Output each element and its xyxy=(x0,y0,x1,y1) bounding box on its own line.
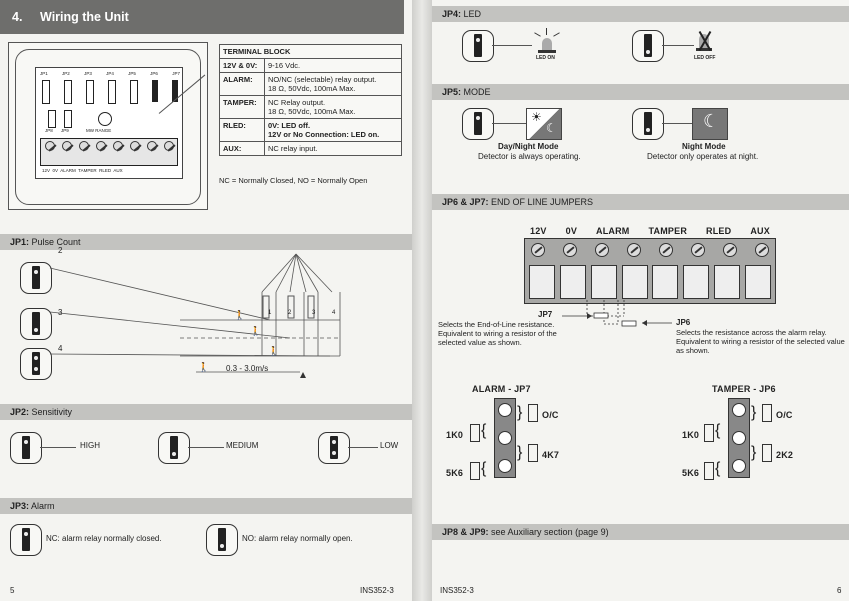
terminal-screw xyxy=(113,141,123,151)
pulse-zones-graphic xyxy=(0,252,412,392)
day-night-title: Day/Night Mode xyxy=(498,142,559,151)
terminal-12v: 12V xyxy=(530,226,547,236)
terminal-socket xyxy=(591,265,617,299)
tamper-2k2: 2K2 xyxy=(776,450,794,460)
connector-line xyxy=(492,45,532,46)
jumper-label-jp6: JP6 xyxy=(150,71,158,76)
jp67-header-label: JP6 & JP7: xyxy=(442,197,489,207)
jp5-header xyxy=(432,84,849,100)
table-row xyxy=(220,96,402,119)
terminal-labels xyxy=(530,226,770,236)
screw-row xyxy=(531,243,769,257)
table-row xyxy=(220,119,402,142)
row-line1: 9-16 Vdc. xyxy=(268,61,301,70)
brace-icon: } xyxy=(517,404,523,421)
tamper-oc: O/C xyxy=(776,410,793,420)
section-number: 4. xyxy=(12,10,23,24)
jumper-label-jp7: JP7 xyxy=(172,71,180,76)
terminal-screw xyxy=(96,141,106,151)
tamper-jp6-jumper xyxy=(728,398,750,478)
brace-icon: } xyxy=(751,404,757,421)
terminal-screw xyxy=(627,243,641,257)
brace-icon: } xyxy=(751,444,757,461)
jp3-header-label: JP3: xyxy=(10,501,30,511)
jumper-led-on xyxy=(462,30,494,62)
jp4-header-text: LED xyxy=(461,9,482,19)
row-key: TAMPER: xyxy=(220,96,265,119)
pcb-jumper xyxy=(130,80,138,104)
jp7-description: Selects the End-of-Line resistance. Equivalent to wiring a resistor of the selected value as shown. xyxy=(438,320,557,347)
book-gutter xyxy=(412,0,432,601)
pulse-count-4: 4 xyxy=(58,344,63,353)
section-title: Wiring the Unit xyxy=(40,10,129,24)
pulse-count-3: 3 xyxy=(58,308,63,317)
pcb-jp9 xyxy=(64,110,72,128)
alarm-5k6: 5K6 xyxy=(446,468,464,478)
tamper-5k6: 5K6 xyxy=(682,468,700,478)
section-title-bar xyxy=(0,0,404,34)
pcb-jumper xyxy=(42,80,50,104)
terminal-screw xyxy=(147,141,157,151)
terminal-screw xyxy=(563,243,577,257)
led-off-label: LED OFF xyxy=(694,55,716,61)
table-row xyxy=(220,142,402,156)
brace-icon: { xyxy=(715,422,721,439)
jumper-sensitivity-low xyxy=(318,432,350,464)
row-line2: 18 Ω, 50Vdc, 100mA Max. xyxy=(268,84,356,93)
marker-1: 1 xyxy=(268,310,272,316)
jp3-header xyxy=(0,498,412,514)
connector-line xyxy=(492,123,526,124)
jp5-header-text: MODE xyxy=(461,87,491,97)
connector-line xyxy=(662,123,692,124)
sensitivity-high: HIGH xyxy=(80,441,100,450)
marker-4: 4 xyxy=(332,310,336,316)
terminal-screw xyxy=(659,243,673,257)
marker-2: 2 xyxy=(288,310,292,316)
terminal-screw xyxy=(79,141,89,151)
terminal-socket xyxy=(745,265,771,299)
alarm-4k7: 4K7 xyxy=(542,450,560,460)
alarm-jp7-jumper xyxy=(494,398,516,478)
svg-text:🚶: 🚶 xyxy=(198,362,210,372)
terminal-block-note: NC = Normally Closed, NO = Normally Open xyxy=(219,176,368,185)
terminal-socket xyxy=(683,265,709,299)
connector-line xyxy=(662,45,694,46)
sensitivity-low: LOW xyxy=(380,441,399,450)
terminal-block-title: TERMINAL BLOCK xyxy=(220,45,402,59)
jumper-label-row xyxy=(40,71,180,79)
row-line1: NC Relay output. xyxy=(268,98,326,107)
night-icon: ☾ xyxy=(692,108,728,140)
terminal-socket xyxy=(652,265,678,299)
night-title: Night Mode xyxy=(682,142,726,151)
lamp-off-icon xyxy=(694,28,716,56)
terminal-socket xyxy=(622,265,648,299)
jp67-header-text: END OF LINE JUMPERS xyxy=(488,197,594,207)
pcb xyxy=(35,67,183,179)
jumper-cap-icon xyxy=(704,462,714,480)
jp3-header-text: Alarm xyxy=(29,501,55,511)
jumper-cap-icon xyxy=(528,444,538,462)
left-page xyxy=(0,0,412,601)
jp4-header-label: JP4: xyxy=(442,9,462,19)
jumper-cap-icon xyxy=(470,424,480,442)
jp6-label: JP6 xyxy=(676,318,691,327)
row-value xyxy=(265,59,402,73)
connector-line xyxy=(40,447,76,448)
pcb-jumper-row xyxy=(42,80,178,104)
led-on-label: LED ON xyxy=(536,55,555,61)
svg-text:🚶: 🚶 xyxy=(250,326,262,336)
connector-line xyxy=(348,447,378,448)
jumper-label-jp4: JP4 xyxy=(106,71,114,76)
terminal-screw xyxy=(164,141,174,151)
terminal-screw xyxy=(62,141,72,151)
row-key: ALARM: xyxy=(220,73,265,96)
jumper-cap-icon xyxy=(762,444,772,462)
row-key: AUX: xyxy=(220,142,265,156)
terminal-block xyxy=(524,238,776,304)
terminal-screw xyxy=(691,243,705,257)
alarm-oc: O/C xyxy=(542,410,559,420)
jp67-header xyxy=(432,194,849,210)
row-line2: 12V or No Connection: LED on. xyxy=(268,130,380,139)
terminal-0v: 0V xyxy=(565,226,578,236)
terminal-screw xyxy=(723,243,737,257)
jp2-header-label: JP2: xyxy=(10,407,30,417)
night-desc: Detector only operates at night. xyxy=(647,152,759,161)
terminal-alarm: ALARM xyxy=(596,226,630,236)
jp89-header-text: see Auxiliary section (page 9) xyxy=(488,527,609,537)
terminal-screw xyxy=(531,243,545,257)
jumper-sensitivity-medium xyxy=(158,432,190,464)
pcb-jumper xyxy=(152,80,158,102)
row-line1: NC relay input. xyxy=(268,144,318,153)
jp9-label: JP9 xyxy=(61,128,69,133)
jp2-header xyxy=(0,404,412,420)
pcb-terminal-labels: 12V 0V ALARM TAMPER RLED AUX xyxy=(42,168,123,173)
jumper-mode-night xyxy=(632,108,664,140)
jp8-label: JP8 xyxy=(45,128,53,133)
terminal-socket xyxy=(529,265,555,299)
pcb-terminal-block xyxy=(40,138,178,166)
terminal-aux: AUX xyxy=(750,226,770,236)
table-row xyxy=(220,59,402,73)
row-value xyxy=(265,73,402,96)
lamp-on-icon xyxy=(532,28,562,56)
jumper-label-jp5: JP5 xyxy=(128,71,136,76)
svg-text:🚶: 🚶 xyxy=(234,310,246,320)
alarm-1k0: 1K0 xyxy=(446,430,464,440)
row-value xyxy=(265,142,402,156)
brace-icon: } xyxy=(517,444,523,461)
pcb-jumper xyxy=(64,80,72,104)
table-row xyxy=(220,73,402,96)
row-line1: 0V: LED off. xyxy=(268,121,311,130)
terminal-screw xyxy=(45,141,55,151)
jp89-header-label: JP8 & JP9: xyxy=(442,527,489,537)
row-value xyxy=(265,96,402,119)
right-page xyxy=(432,0,849,601)
pulse-count-2: 2 xyxy=(58,246,63,255)
jp5-header-label: JP5: xyxy=(442,87,462,97)
jumper-label-jp1: JP1 xyxy=(40,71,48,76)
jumper-cap-icon xyxy=(704,424,714,442)
terminal-screw xyxy=(130,141,140,151)
day-night-icon: ☀ ☾ xyxy=(526,108,562,140)
marker-3: 3 xyxy=(312,310,316,316)
terminal-screw xyxy=(595,243,609,257)
board-diagram xyxy=(8,42,208,210)
pulse-count-diagram xyxy=(0,246,412,392)
row-value xyxy=(265,119,402,142)
jumper-alarm-nc xyxy=(10,524,42,556)
jumper-sensitivity-high xyxy=(10,432,42,464)
jp4-header xyxy=(432,6,849,22)
terminal-screw xyxy=(755,243,769,257)
jumper-cap-icon xyxy=(762,404,772,422)
connector-line xyxy=(188,447,224,448)
jp89-header xyxy=(432,524,849,540)
row-line1: NO/NC (selectable) relay output. xyxy=(268,75,377,84)
page-number: 5 xyxy=(10,586,15,595)
terminal-socket xyxy=(714,265,740,299)
tamper-jp6-title: TAMPER - JP6 xyxy=(712,384,776,394)
socket-row xyxy=(529,265,771,299)
alarm-nc-text: NC: alarm relay normally closed. xyxy=(46,534,162,543)
terminal-block-table xyxy=(219,44,402,156)
svg-text:🚶: 🚶 xyxy=(268,346,280,356)
alarm-jp7-title: ALARM - JP7 xyxy=(472,384,531,394)
doc-code: INS352-3 xyxy=(440,586,474,595)
brace-icon: { xyxy=(715,460,721,477)
terminal-rled: RLED xyxy=(706,226,732,236)
brace-icon: { xyxy=(481,422,487,439)
row-line2: 18 Ω, 50Vdc, 100mA Max. xyxy=(268,107,356,116)
jumper-alarm-no xyxy=(206,524,238,556)
walk-speed: 0.3 - 3.0m/s xyxy=(226,364,269,373)
jp1-header-text: Pulse Count xyxy=(29,237,81,247)
terminal-socket xyxy=(560,265,586,299)
row-key: RLED: xyxy=(220,119,265,142)
jp2-header-text: Sensitivity xyxy=(29,407,73,417)
jumper-label-jp2: JP2 xyxy=(62,71,70,76)
jp1-header-label: JP1: xyxy=(10,237,30,247)
row-key: 12V & 0V: xyxy=(220,59,265,73)
mw-range-label: MW RANGE xyxy=(86,128,112,133)
page-number: 6 xyxy=(837,586,842,595)
pcb-jumper xyxy=(86,80,94,104)
pcb-jumper xyxy=(108,80,116,104)
mw-range-pot xyxy=(98,112,112,126)
pcb-jp8 xyxy=(48,110,56,128)
jp7-label: JP7 xyxy=(538,310,553,319)
brace-icon: { xyxy=(481,460,487,477)
jumper-led-off xyxy=(632,30,664,62)
doc-code: INS352-3 xyxy=(360,586,394,595)
jumper-mode-day-night xyxy=(462,108,494,140)
sensitivity-medium: MEDIUM xyxy=(226,441,259,450)
terminal-tamper: TAMPER xyxy=(648,226,688,236)
day-night-desc: Detector is always operating. xyxy=(478,152,581,161)
jp6-description: Selects the resistance across the alarm relay. Equivalent to wiring a resistor of the selected value as shown. xyxy=(676,328,845,355)
jumper-cap-icon xyxy=(528,404,538,422)
jumper-label-jp3: JP3 xyxy=(84,71,92,76)
alarm-no-text: NO: alarm relay normally open. xyxy=(242,534,353,543)
tamper-1k0: 1K0 xyxy=(682,430,700,440)
jumper-cap-icon xyxy=(470,462,480,480)
